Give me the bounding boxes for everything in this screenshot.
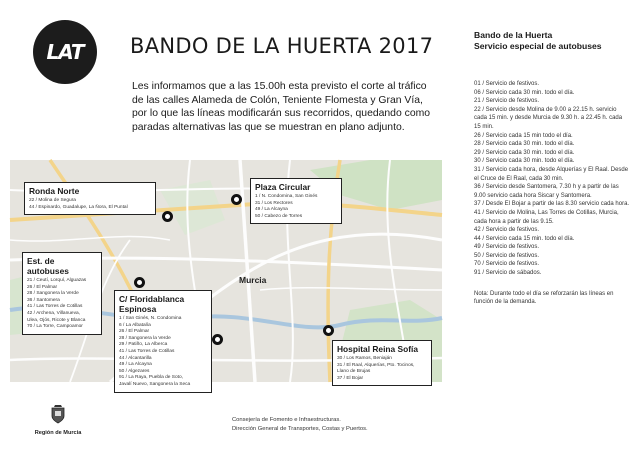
crest-icon: [48, 404, 68, 424]
stop-line: 22 / Molina de Segura: [29, 198, 76, 203]
service-item: 30 / Servicio cada 30 min. todo el día.: [474, 158, 575, 165]
stop-box-floridablanca: [114, 290, 212, 393]
stop-line: 50 / Algezares: [119, 368, 150, 374]
stop-line: 31 / El Raal, Alquerías, Pto. Tocinos,: [337, 362, 415, 368]
service-item: 91 / Servicio de sábados.: [474, 270, 542, 277]
service-item: 06 / Servicio cada 30 min. todo el día.: [474, 89, 575, 96]
stop-marker-hospital[interactable]: [323, 325, 334, 336]
stop-line: 42 / Archena, Villanueva,: [27, 310, 80, 316]
stop-marker-est-autobuses[interactable]: [134, 277, 145, 288]
route-map: [10, 160, 442, 387]
footer-line-2: Dirección General de Transportes, Costas y Puertos.: [232, 426, 368, 432]
page-title: BANDO DE LA HUERTA 2017: [130, 34, 434, 58]
logo-text: LAT: [46, 40, 84, 64]
region-name: Región de Murcia: [34, 430, 82, 436]
service-item: 49 / Servicio de festivos.: [474, 244, 540, 251]
service-item: 41 / Servicio de Molina, Las Torres de Cotillas, Murcia, cada hora a partir de las 9.15.: [474, 209, 619, 225]
service-item: 42 / Servicio de festivos.: [474, 227, 540, 234]
service-item: 31 / Servicio cada hora, desde Alquerías y El Raal. Desde el Cruce de El Raal, cada 30 min.: [474, 166, 629, 182]
stop-line: 1 / N. Condomina, San Ginés: [255, 194, 318, 199]
service-note: Nota: Durante todo el día se reforzarán las líneas en función de la demanda.: [474, 290, 614, 306]
stop-title: C/ Floridablanca Espinosa: [119, 294, 185, 314]
stop-box-hospital: [332, 340, 432, 386]
stop-line: 49 / La Alcayna: [119, 362, 152, 368]
service-item: 36 / Servicio desde Santomera, 7.30 h y a partir de las 9.00 servicio cada hora Siscar y Santomera.: [474, 184, 619, 199]
service-item: 28 / Servicio cada 30 min. todo el día.: [474, 141, 575, 148]
service-item: 29 / Servicio cada 30 min. todo el día.: [474, 149, 575, 156]
stop-box-plaza-circular: [250, 178, 342, 224]
stop-line: 44 / Alcantarilla: [119, 355, 152, 361]
stop-line: 29 / Patiño, La Alberca: [119, 342, 168, 348]
stop-title: Plaza Circular: [255, 182, 311, 192]
stop-line: 28 / Sangonera la Verde: [27, 291, 79, 297]
footer-credits: [232, 416, 368, 434]
service-item: 44 / Servicio cada 15 min. todo el día.: [474, 235, 575, 242]
stop-line: 30 / Los Ramos, Beniaján: [337, 356, 392, 361]
stop-title: Hospital Reina Sofía: [337, 344, 418, 354]
stop-line: 26 / El Palmar: [27, 284, 58, 290]
service-item: 37 / Desde El Bojar a partir de las 8.30 servicio cada hora.: [474, 201, 630, 208]
intro-text: Les informamos que a las 15.00h esta previsto el corte al tráfico de las calles Alameda de Colón, Teniente Flomesta y Gran Vía, por lo que las líneas modificarán sus recorridos, quedando como paradas alternativas las que se muestran en plano adjunto.: [132, 81, 431, 133]
stop-line: Llano de Brujas: [337, 369, 371, 375]
stop-marker-ronda-norte[interactable]: [162, 211, 173, 222]
sidebar-title-2: Servicio especial de autobuses: [474, 41, 602, 51]
stop-line: 31 / Los Rectores: [255, 200, 293, 206]
stop-line: 44 / Espinardo, Guadalupe, La Ñora, El Puntal: [29, 204, 128, 210]
stop-line: 6 / La Albatalía: [119, 322, 151, 328]
service-item: 70 / Servicio de festivos.: [474, 261, 540, 268]
stop-marker-floridablanca[interactable]: [212, 334, 223, 345]
stop-box-ronda-norte: [24, 182, 156, 215]
stop-line: Ulea, Ojós, Ricote y Blanca: [27, 317, 86, 323]
stop-box-est-autobuses: [22, 252, 102, 335]
stop-line: 36 / Santomera: [27, 297, 60, 303]
stop-line: 91 / La Raya, Puebla de Soto,: [119, 375, 184, 381]
stop-line: 26 / El Palmar: [119, 329, 150, 335]
service-item: 01 / Servicio de festivos.: [474, 81, 540, 87]
city-label: Murcia: [239, 275, 267, 285]
stop-line: 37 / El Bojar: [337, 375, 364, 381]
stop-line: 21 / Ceutí, Lorquí, Alguazas: [27, 278, 87, 283]
stop-title: Est. de autobuses: [27, 256, 69, 276]
stop-line: 50 / Cabezo de Torres: [255, 213, 303, 219]
footer-line-1: Consejería de Fomento e Infraestructuras.: [232, 417, 341, 423]
service-list: [474, 80, 630, 278]
region-logo: [34, 404, 82, 436]
lat-logo: [33, 20, 97, 84]
stop-line: 41 / Las Torres de Cotillas: [119, 348, 175, 354]
stop-line: 70 / La Torre, Campoamor: [27, 324, 83, 330]
stop-marker-plaza-circular[interactable]: [231, 194, 242, 205]
service-item: 21 / Servicio de festivos.: [474, 98, 540, 105]
stop-line: 49 / La Alcayna: [255, 207, 288, 213]
stop-line: 1 / San Ginés, N. Condomina: [119, 316, 182, 321]
sidebar-title-1: Bando de la Huerta: [474, 30, 553, 40]
service-item: 50 / Servicio de festivos.: [474, 252, 540, 259]
stop-title: Ronda Norte: [29, 186, 80, 196]
stop-line: 28 / Sangonera la Verde: [119, 335, 171, 341]
stop-line: 41 / Las Torres de Cotillas: [27, 304, 83, 310]
service-item: 26 / Servicio cada 15 min todo el día.: [474, 132, 573, 139]
stop-line: Javalí Nuevo, Sangonera la Seca: [119, 381, 191, 387]
service-sidebar: [474, 30, 630, 307]
service-item: 22 / Servicio desde Molina de 9.00 a 22.15 h. servicio cada 15 min. y desde Murcia de 9.30 h. a 22.45 h. cada 15 min.: [474, 106, 623, 130]
